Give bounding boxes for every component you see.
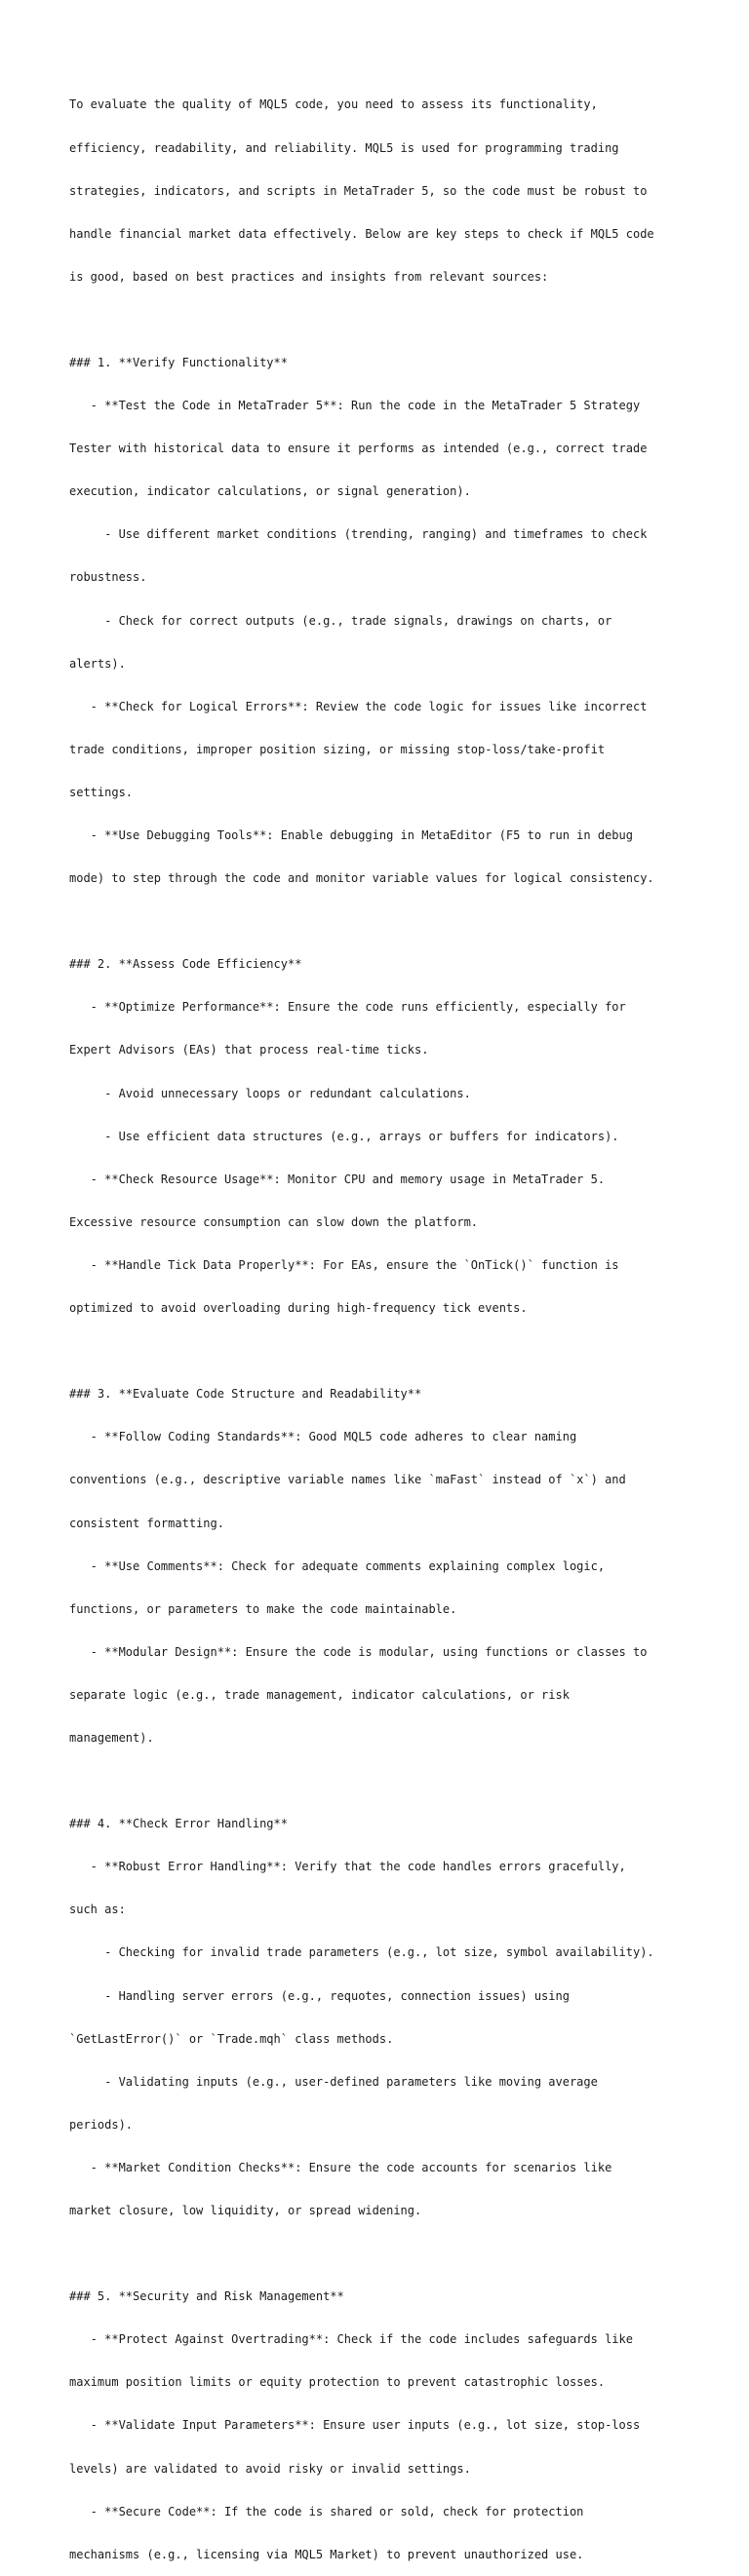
blank-line: [69, 1774, 732, 1788]
text-line: - Checking for invalid trade parameters (e.g., lot size, symbol availability).: [69, 1945, 654, 1960]
text-line: - **Use Comments**: Check for adequate comments explaining complex logic,: [69, 1558, 606, 1573]
text-line: optimized to avoid overloading during high-frequency tick events.: [69, 1301, 528, 1316]
blank-line: [69, 1344, 732, 1359]
text-line: alerts).: [69, 656, 126, 671]
text-line: - Avoid unnecessary loops or redundant calculations.: [69, 1086, 471, 1100]
text-line: - **Handle Tick Data Properly**: For EAs, ensure the `OnTick()` function is: [69, 1257, 619, 1272]
section-heading: ### 3. **Evaluate Code Structure and Readability**: [69, 1387, 422, 1402]
text-line: - Check for correct outputs (e.g., trade signals, drawings on charts, or: [69, 613, 612, 628]
section-heading: ### 2. **Assess Code Efficiency**: [69, 957, 302, 972]
text-line: - **Secure Code**: If the code is shared or sold, check for protection: [69, 2504, 584, 2518]
text-line: market closure, low liquidity, or spread widening.: [69, 2204, 422, 2217]
text-line: such as:: [69, 1903, 126, 1917]
text-line: mechanisms (e.g., licensing via MQL5 Market) to prevent unauthorized use.: [69, 2547, 584, 2561]
text-line: - **Modular Design**: Ensure the code is modular, using functions or classes to: [69, 1644, 648, 1659]
text-line: - **Optimize Performance**: Ensure the code runs efficiently, especially for: [69, 1000, 626, 1015]
section-heading: ### 4. **Check Error Handling**: [69, 1817, 288, 1831]
text-line: handle financial market data effectively. Below are key steps to check if MQL5 code: [69, 226, 654, 241]
text-line: conventions (e.g., descriptive variable names like `maFast` instead of `x`) and: [69, 1473, 626, 1487]
text-line: - **Test the Code in MetaTrader 5**: Run the code in the MetaTrader 5 Strategy: [69, 399, 641, 413]
text-line: - **Check for Logical Errors**: Review the code logic for issues like incorrect: [69, 699, 648, 713]
text-line: Expert Advisors (EAs) that process real-time ticks.: [69, 1043, 429, 1057]
text-line: Excessive resource consumption can slow down the platform.: [69, 1214, 479, 1229]
section-heading: ### 5. **Security and Risk Management**: [69, 2289, 344, 2304]
text-line: mode) to step through the code and monitor variable values for logical consistency.: [69, 871, 654, 886]
text-line: - Handling server errors (e.g., requotes, connection issues) using: [69, 1988, 570, 2003]
text-line: - **Validate Input Parameters**: Ensure user inputs (e.g., lot size, stop-loss: [69, 2418, 641, 2433]
text-line: maximum position limits or equity protection to prevent catastrophic losses.: [69, 2375, 606, 2390]
blank-line: [69, 2247, 732, 2261]
text-line: - Use efficient data structures (e.g., arrays or buffers for indicators).: [69, 1129, 619, 1143]
blank-line: [69, 313, 732, 327]
text-line: settings.: [69, 785, 134, 799]
text-line: - **Follow Coding Standards**: Good MQL5 code adheres to clear naming: [69, 1430, 577, 1444]
text-line: - **Robust Error Handling**: Verify that the code handles errors gracefully,: [69, 1860, 626, 1874]
text-line: - **Market Condition Checks**: Ensure the code accounts for scenarios like: [69, 2160, 612, 2174]
text-line: levels) are validated to avoid risky or invalid settings.: [69, 2461, 471, 2476]
text-line: - **Check Resource Usage**: Monitor CPU and memory usage in MetaTrader 5.: [69, 1172, 606, 1186]
text-line: separate logic (e.g., trade management, indicator calculations, or risk: [69, 1687, 570, 1702]
text-line: periods).: [69, 2117, 134, 2132]
text-line: `GetLastError()` or `Trade.mqh` class methods.: [69, 2031, 394, 2046]
text-line: Tester with historical data to ensure it performs as intended (e.g., correct trade: [69, 442, 648, 456]
text-line: efficiency, readability, and reliability. MQL5 is used for programming trading: [69, 140, 619, 155]
text-line: consistent formatting.: [69, 1516, 224, 1530]
text-line: - Use different market conditions (trending, ranging) and timeframes to check: [69, 527, 648, 542]
blank-line: [69, 914, 732, 929]
section-heading: ### 1. **Verify Functionality**: [69, 355, 288, 369]
text-line: To evaluate the quality of MQL5 code, you need to assess its functionality,: [69, 97, 598, 112]
text-line: robustness.: [69, 570, 147, 585]
text-line: - **Protect Against Overtrading**: Check if the code includes safeguards like: [69, 2332, 633, 2347]
text-line: is good, based on best practices and insights from relevant sources:: [69, 269, 549, 284]
text-line: - Validating inputs (e.g., user-defined parameters like moving average: [69, 2074, 598, 2089]
text-line: strategies, indicators, and scripts in MetaTrader 5, so the code must be robust to: [69, 183, 648, 198]
text-line: management).: [69, 1730, 154, 1745]
text-line: functions, or parameters to make the code maintainable.: [69, 1601, 457, 1616]
document-page: [69, 69, 732, 2576]
text-line: - **Use Debugging Tools**: Enable debugging in MetaEditor (F5 to run in debug: [69, 828, 633, 842]
text-line: trade conditions, improper position sizing, or missing stop-loss/take-profit: [69, 742, 606, 756]
text-line: execution, indicator calculations, or signal generation).: [69, 484, 471, 499]
